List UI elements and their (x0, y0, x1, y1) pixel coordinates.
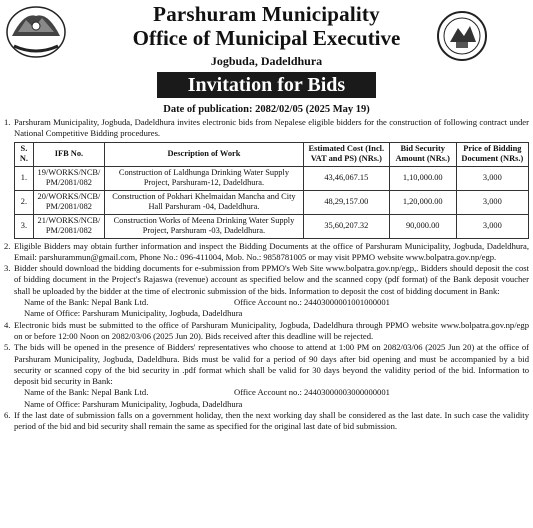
bank-info-security (4, 387, 529, 410)
cell-description: Construction Works of Meena Drinking Water Supply Project, Parshuram -03, Dadeldhura. (105, 214, 304, 238)
table-row (15, 214, 529, 238)
municipality-logo-icon (436, 10, 488, 62)
cell-sn: 1. (15, 166, 34, 190)
header-description: Description of Work (105, 142, 304, 166)
bank-name: Name of the Bank: Nepal Bank Ltd. (24, 387, 149, 398)
paragraph-text: If the last date of submission falls on a government holiday, then the next working day shall be considered as the last date. In such case the validity period of the bid and bid security shall remain the same as specified for the original last date of bid submission. (14, 410, 529, 432)
bank-account: Office Account no.: 24403000001001000001 (234, 297, 390, 308)
table-row (15, 166, 529, 190)
paragraph-number: 3. (4, 263, 11, 274)
cell-security: 1,20,000.00 (389, 190, 456, 214)
paragraph-number: 2. (4, 240, 11, 251)
cell-sn: 3. (15, 214, 34, 238)
paragraph-number: 1. (4, 117, 11, 127)
bank-name: Name of the Bank: Nepal Bank Ltd. (24, 297, 149, 308)
notice-header (0, 0, 533, 115)
paragraph-2 (4, 241, 529, 264)
table-header-row (15, 142, 529, 166)
cell-security: 90,000.00 (389, 214, 456, 238)
cell-ifb: 19/WORKS/NCB/ PM/2081/082 (33, 166, 104, 190)
office-location: Jogbuda, Dadeldhura (210, 54, 323, 68)
cell-cost: 48,29,157.00 (303, 190, 389, 214)
paragraph-5 (4, 342, 529, 387)
paragraph-text: The bids will be opened in the presence of Bidders' representatives who choose to attend at 1:00 PM on 2082/03/06 (2025 Jun 20) at the office of Parshuram Municipality, Jogbuda, Dadeldhura. Bids must be valid for a period of 90 days after bid opening and must be accompanied by a bid security or scanned copy of the bid security in .pdf format which shall be valid for 30 days beyond the validity period of the bid. Information to deposit bid security in Bank: (14, 342, 529, 387)
bank-info-document (4, 297, 529, 320)
publication-date: Date of publication: 2082/02/05 (2025 May 19) (163, 104, 370, 115)
paragraph-6 (4, 410, 529, 433)
paragraph-number: 5. (4, 342, 11, 353)
paragraph-text: Bidder should download the bidding documents for e-submission from PPMO's Web Site www.bolpatra.gov.np/egp,. Bidders should deposit the cost of bidding document in the Project's Rajaswa (revenue) account as specified below and the scanned copy (pdf format) of the Bank deposit voucher shall be uploaded by the bidder at the time of electronic submission of the bids. Information to deposit the cost of bidding document in Bank: (14, 263, 529, 296)
cell-price: 3,000 (456, 190, 528, 214)
bank-account: Office Account no.: 24403000003000000001 (234, 387, 390, 398)
header-cost: Estimated Cost (Incl. VAT and PS) (NRs.) (303, 142, 389, 166)
invitation-banner: Invitation for Bids (157, 72, 376, 98)
paragraph-text: Eligible Bidders may obtain further information and inspect the Bidding Documents at the office of Parshuram Municipality, Jogbuda, Dadeldhura, Email: parshurammun@gmail.com, Phone No.: 096-411004, Mob. No.: 9858781005 or may visit PPMO website www.bolpatra.gov.np/egp. (14, 240, 529, 262)
paragraph-4 (4, 320, 529, 343)
cell-ifb: 21/WORKS/NCB/ PM/2081/082 (33, 214, 104, 238)
paragraph-3 (4, 263, 529, 297)
office-name: Office of Municipal Executive (132, 26, 401, 50)
bank-office: Name of Office: Parshuram Municipality, Jogbuda, Dadeldhura (24, 308, 243, 319)
cell-description: Construction of Laldhunga Drinking Water Supply Project, Parshuram-12, Dadeldhura. (105, 166, 304, 190)
paragraph-number: 4. (4, 319, 11, 330)
table-row (15, 190, 529, 214)
paragraph-1 (4, 117, 529, 140)
cell-price: 3,000 (456, 166, 528, 190)
cell-sn: 2. (15, 190, 34, 214)
header-sn: S. N. (15, 142, 34, 166)
cell-security: 1,10,000.00 (389, 166, 456, 190)
bank-office: Name of Office: Parshuram Municipality, Jogbuda, Dadeldhura (24, 398, 243, 409)
header-security: Bid Security Amount (NRs.) (389, 142, 456, 166)
municipality-name: Parshuram Municipality (153, 2, 380, 26)
cell-price: 3,000 (456, 214, 528, 238)
bids-table (14, 142, 529, 239)
header-ifb: IFB No. (33, 142, 104, 166)
cell-cost: 35,60,207.32 (303, 214, 389, 238)
paragraph-text: Parshuram Municipality, Jogbuda, Dadeldhura invites electronic bids from Nepalese eligible bidders for the construction of following contract under National Competitive Bidding procedures. (14, 117, 529, 139)
cell-description: Construction of Pokhari Khelmaidan Mancha and City Hall Parshuram -04, Dadeldhura. (105, 190, 304, 214)
header-price: Price of Bidding Document (NRs.) (456, 142, 528, 166)
paragraph-number: 6. (4, 410, 11, 421)
paragraph-text: Electronic bids must be submitted to the office of Parshuram Municipality, Jogbuda, Dadeldhura through PPMO website www.bolpatra.gov.np/egp on or before 12:00 Noon on 2082/03/06 (2025 Jun 20). Bids received after this deadline will be rejected. (14, 319, 529, 341)
cell-ifb: 20/WORKS/NCB/ PM/2081/082 (33, 190, 104, 214)
notice-body (4, 117, 529, 433)
cell-cost: 43,46,067.15 (303, 166, 389, 190)
